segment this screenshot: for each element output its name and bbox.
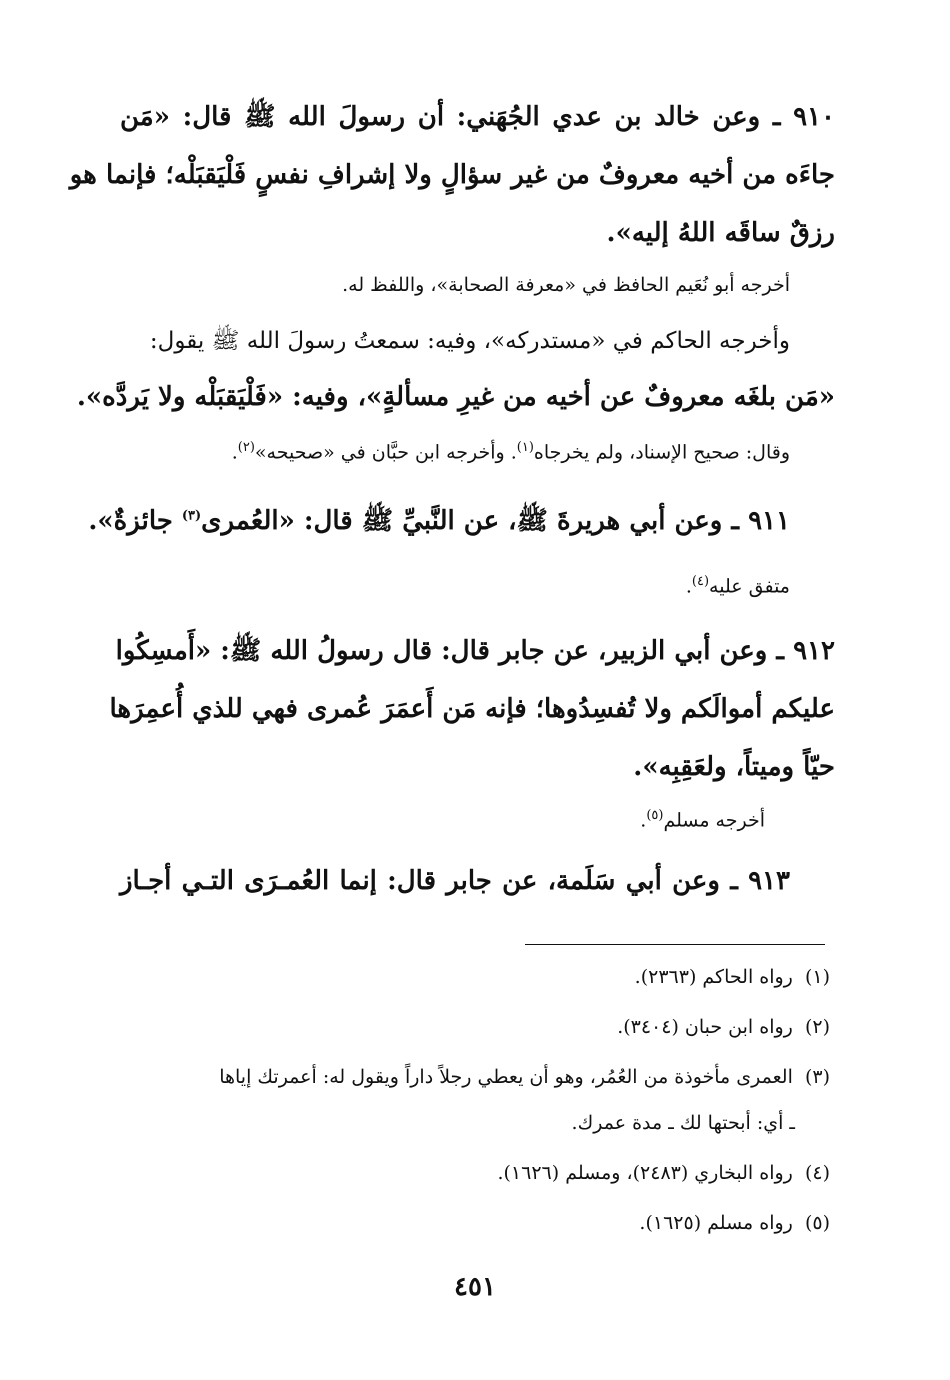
hadith-911-source-dot: . [685,575,692,598]
hadith-910-line-1: ٩١٠ ـ وعن خالد بن عدي الجُهَني: أن رسولَ الله ﷺ قال: «مَن [120,102,835,132]
footnote-3-number: (٣) [804,1066,830,1088]
footnote-ref-1[interactable]: (١) [516,440,534,455]
hadith-910-line-2: جاءَه من أخيه معروفٌ من غير سؤالٍ ولا إشرافِ نفسٍ فَلْيَقبَلْه؛ فإنما هو [69,160,835,190]
footnote-3 [120,1066,830,1088]
hadith-910-source-3: «مَن بلغَه معروفٌ عن أخيه من غيرِ مسألةٍ»، وفيه: «فَلْيَقبَلْه ولا يَردَّه». [76,382,835,412]
hadith-912-line-3: حيّاً وميتاً، ولعَقِبِه». [633,752,835,782]
footnote-3-continuation: ـ أي: أبحتها لك ـ مدة عمرك. [571,1112,795,1134]
source-4-text-b: . وأخرجه ابن حبَّان في «صحيحه» [254,441,517,464]
hadith-910-line-3: رزقٌ ساقَه اللهُ إليه». [606,218,835,248]
hadith-912-source [120,808,765,831]
footnote-2 [120,1016,830,1038]
hadith-910-source-4 [120,440,790,463]
footnote-4-text: رواه البخاري (٢٤٨٣)، ومسلم (١٦٢٦). [497,1162,793,1184]
hadith-911-source-text: متفق عليه [709,575,790,598]
footnote-ref-3[interactable]: (٣) [181,508,202,524]
hadith-912-line-1: ٩١٢ ـ وعن أبي الزبير، عن جابر قال: قال رسولُ الله ﷺ: «أَمسِكُوا [115,636,835,666]
footnote-separator [525,944,825,945]
hadith-911-text-b: جائزةٌ». [88,506,182,536]
footnote-5-number: (٥) [804,1212,830,1234]
footnote-4-number: (٤) [804,1162,830,1184]
hadith-911-line [88,504,790,542]
footnote-5-text: رواه مسلم (١٦٢٥). [639,1212,793,1234]
footnote-3-text: العمرى مأخوذة من العُمُر، وهو أن يعطي رجلاً داراً ويقول له: أعمرتك إياها [219,1066,793,1088]
footnote-5 [120,1212,830,1234]
footnote-1-text: رواه الحاكم (٢٣٦٣). [634,966,793,988]
hadith-911-source [120,574,790,597]
footnote-1 [120,966,830,988]
footnote-2-text: رواه ابن حبان (٣٤٠٤). [617,1016,793,1038]
hadith-912-source-dot: . [640,809,647,832]
hadith-912-line-2: عليكم أموالَكم ولا تُفسِدُوها؛ فإنه مَن أَعمَرَ عُمرى فهي للذي أُعمِرَها [109,694,835,724]
hadith-912-source-text: أخرجه مسلم [663,809,765,832]
source-4-text-a: وقال: صحيح الإسناد، ولم يخرجاه [533,441,790,464]
source-4-text-c: . [231,441,238,464]
footnote-ref-5[interactable]: (٥) [646,808,664,823]
footnote-4 [120,1162,830,1184]
page-number: ٤٥١ [454,1272,496,1302]
hadith-910-source-1: أخرجه أبو نُعَيم الحافظ في «معرفة الصحابة»، واللفظ له. [342,274,790,296]
footnote-1-number: (١) [804,966,830,988]
footnote-ref-4[interactable]: (٤) [691,574,710,589]
hadith-910-source-2: وأخرجه الحاكم في «مستدركه»، وفيه: سمعتُ رسولَ الله ﷺ يقول: [149,328,790,354]
hadith-913-line-1: ٩١٣ ـ وعن أبي سَلَمة، عن جابر قال: إنما العُمـرَى التـي أجـاز [120,866,790,896]
footnote-2-number: (٢) [804,1016,830,1038]
footnote-ref-2[interactable]: (٢) [237,440,255,455]
hadith-911-text-a: ٩١١ ـ وعن أبي هريرةَ ﷺ، عن النَّبيِّ ﷺ قال: «العُمرى [201,506,790,536]
